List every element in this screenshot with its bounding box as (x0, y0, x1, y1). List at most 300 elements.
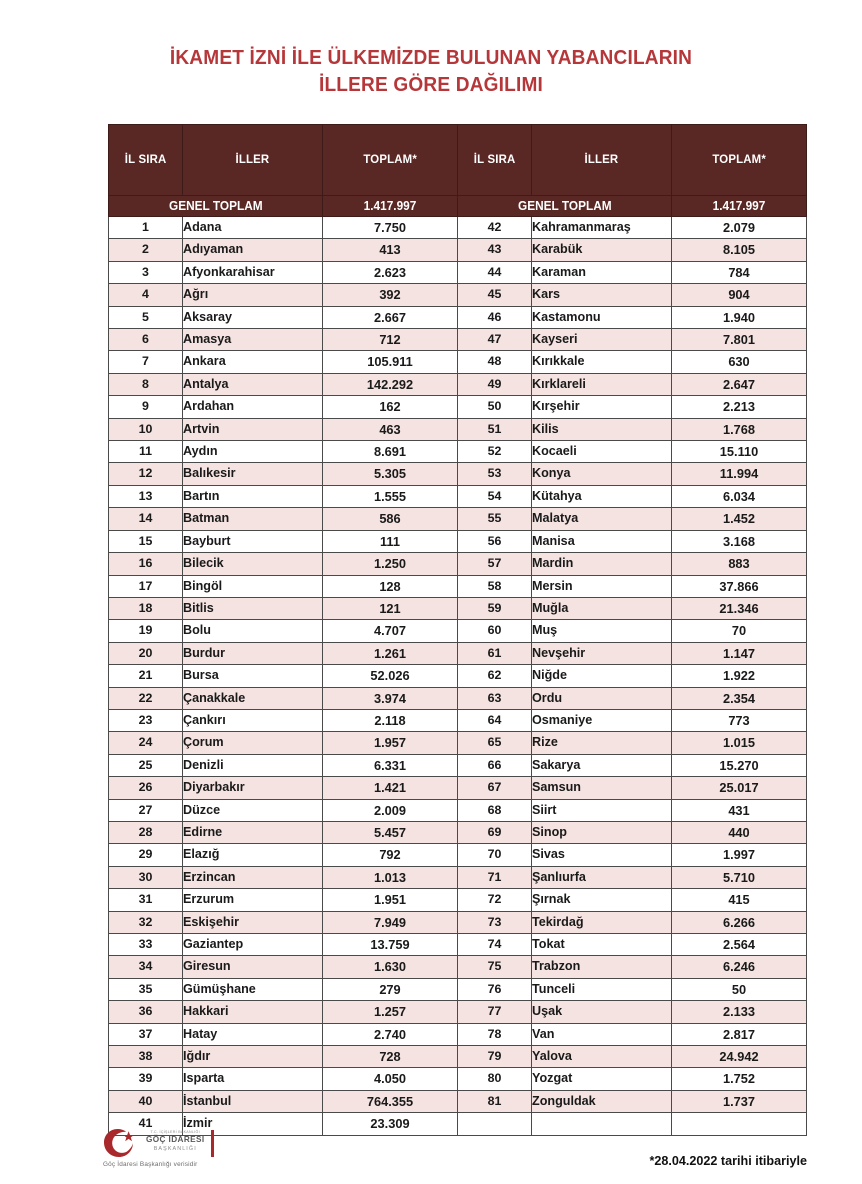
grand-total-row (109, 196, 807, 217)
cell-province: İstanbul (183, 1090, 323, 1112)
cell-rank: 60 (458, 620, 532, 642)
logo-accent-bar (211, 1130, 214, 1157)
cell-rank: 55 (458, 508, 532, 530)
cell-rank: 11 (109, 441, 183, 463)
cell-province: Bingöl (183, 575, 323, 597)
cell-province: Tokat (532, 934, 672, 956)
table-row (109, 642, 807, 664)
table-row (109, 530, 807, 552)
cell-rank: 26 (109, 777, 183, 799)
cell-province: Uşak (532, 1001, 672, 1023)
cell-total: 6.034 (672, 485, 807, 507)
cell-rank: 48 (458, 351, 532, 373)
cell-province: Kırşehir (532, 396, 672, 418)
cell-province: Şırnak (532, 889, 672, 911)
table-row (109, 866, 807, 888)
cell-province: Karaman (532, 261, 672, 283)
cell-province: Afyonkarahisar (183, 261, 323, 283)
table-row (109, 1023, 807, 1045)
table-row (109, 575, 807, 597)
table-row (109, 956, 807, 978)
cell-province: Bitlis (183, 597, 323, 619)
cell-rank: 33 (109, 934, 183, 956)
cell-province: Sakarya (532, 754, 672, 776)
cell-rank: 69 (458, 821, 532, 843)
cell-rank: 20 (109, 642, 183, 664)
column-header-total-left: TOPLAM* (323, 125, 458, 196)
cell-province: Van (532, 1023, 672, 1045)
cell-province: Denizli (183, 754, 323, 776)
cell-total: 5.710 (672, 866, 807, 888)
cell-rank: 18 (109, 597, 183, 619)
cell-rank: 8 (109, 373, 183, 395)
header-row (109, 125, 807, 196)
cell-rank: 7 (109, 351, 183, 373)
cell-province: Kahramanmaraş (532, 217, 672, 239)
cell-province: Antalya (183, 373, 323, 395)
cell-total: 8.105 (672, 239, 807, 261)
cell-rank: 24 (109, 732, 183, 754)
cell-total: 586 (323, 508, 458, 530)
province-residence-permit-table (108, 124, 807, 1136)
table-row (109, 1001, 807, 1023)
cell-province: Rize (532, 732, 672, 754)
cell-rank: 80 (458, 1068, 532, 1090)
crescent-star-icon (103, 1128, 141, 1158)
cell-province: Yozgat (532, 1068, 672, 1090)
cell-total: 1.147 (672, 642, 807, 664)
cell-total: 7.801 (672, 329, 807, 351)
cell-rank: 57 (458, 553, 532, 575)
cell-total: 440 (672, 821, 807, 843)
table-row (109, 1046, 807, 1068)
cell-total: 1.940 (672, 306, 807, 328)
cell-province: Hatay (183, 1023, 323, 1045)
cell-total: 2.133 (672, 1001, 807, 1023)
cell-rank: 4 (109, 284, 183, 306)
cell-province: Tekirdağ (532, 911, 672, 933)
column-header-rank-left: İL SIRA (109, 125, 183, 196)
page-footer (0, 1124, 862, 1184)
cell-province: Eskişehir (183, 911, 323, 933)
table-row (109, 306, 807, 328)
grand-total-value-left: 1.417.997 (323, 196, 458, 217)
cell-province: Bartın (183, 485, 323, 507)
cell-rank: 63 (458, 687, 532, 709)
cell-rank: 76 (458, 978, 532, 1000)
cell-rank: 74 (458, 934, 532, 956)
table-row (109, 754, 807, 776)
column-header-province-right: İLLER (532, 125, 672, 196)
cell-total: 1.015 (672, 732, 807, 754)
cell-province: Ardahan (183, 396, 323, 418)
cell-province: Kırklareli (532, 373, 672, 395)
cell-province: Amasya (183, 329, 323, 351)
cell-total: 2.564 (672, 934, 807, 956)
grand-total-label-left: GENEL TOPLAM (109, 196, 323, 217)
cell-province: İzmir (183, 1113, 323, 1135)
cell-total: 6.246 (672, 956, 807, 978)
cell-province: Mersin (532, 575, 672, 597)
cell-province: Ankara (183, 351, 323, 373)
cell-rank: 36 (109, 1001, 183, 1023)
cell-total: 1.752 (672, 1068, 807, 1090)
cell-province: Aksaray (183, 306, 323, 328)
cell-province: Nevşehir (532, 642, 672, 664)
cell-rank: 23 (109, 709, 183, 731)
cell-rank: 64 (458, 709, 532, 731)
cell-rank: 58 (458, 575, 532, 597)
cell-rank: 30 (109, 866, 183, 888)
cell-total: 1.013 (323, 866, 458, 888)
cell-province: Adıyaman (183, 239, 323, 261)
cell-total: 1.630 (323, 956, 458, 978)
cell-total: 13.759 (323, 934, 458, 956)
table-row (109, 485, 807, 507)
cell-province: Karabük (532, 239, 672, 261)
cell-province: Batman (183, 508, 323, 530)
cell-province: Kastamonu (532, 306, 672, 328)
cell-rank: 43 (458, 239, 532, 261)
cell-total: 904 (672, 284, 807, 306)
cell-province: Kilis (532, 418, 672, 440)
cell-total: 21.346 (672, 597, 807, 619)
cell-rank: 29 (109, 844, 183, 866)
cell-province: Sivas (532, 844, 672, 866)
cell-province: Erzincan (183, 866, 323, 888)
cell-rank: 62 (458, 665, 532, 687)
cell-total: 2.740 (323, 1023, 458, 1045)
cell-total: 162 (323, 396, 458, 418)
cell-province: Diyarbakır (183, 777, 323, 799)
cell-rank: 21 (109, 665, 183, 687)
cell-total: 1.951 (323, 889, 458, 911)
cell-rank: 17 (109, 575, 183, 597)
cell-total: 415 (672, 889, 807, 911)
cell-total: 2.213 (672, 396, 807, 418)
page-title (0, 0, 862, 98)
cell-rank: 52 (458, 441, 532, 463)
cell-province: Artvin (183, 418, 323, 440)
cell-rank: 66 (458, 754, 532, 776)
cell-province: Burdur (183, 642, 323, 664)
logo-line-agency: GÖÇ İDARESİ (146, 1135, 205, 1144)
cell-rank: 27 (109, 799, 183, 821)
cell-total: 50 (672, 978, 807, 1000)
column-header-rank-right: İL SIRA (458, 125, 532, 196)
cell-rank: 10 (109, 418, 183, 440)
cell-rank: 32 (109, 911, 183, 933)
cell-total: 279 (323, 978, 458, 1000)
cell-rank: 34 (109, 956, 183, 978)
cell-rank: 59 (458, 597, 532, 619)
cell-total: 128 (323, 575, 458, 597)
cell-rank: 45 (458, 284, 532, 306)
table-row (109, 441, 807, 463)
cell-total: 1.250 (323, 553, 458, 575)
cell-province: Çankırı (183, 709, 323, 731)
cell-province: Kütahya (532, 485, 672, 507)
cell-rank: 56 (458, 530, 532, 552)
cell-province: Balıkesir (183, 463, 323, 485)
cell-total: 728 (323, 1046, 458, 1068)
cell-rank: 22 (109, 687, 183, 709)
cell-total: 2.667 (323, 306, 458, 328)
cell-province: Gümüşhane (183, 978, 323, 1000)
table-row (109, 889, 807, 911)
cell-rank: 14 (109, 508, 183, 530)
cell-total: 764.355 (323, 1090, 458, 1112)
cell-total: 463 (323, 418, 458, 440)
cell-total: 792 (323, 844, 458, 866)
table-row (109, 597, 807, 619)
cell-total: 1.957 (323, 732, 458, 754)
cell-rank: 37 (109, 1023, 183, 1045)
cell-province: Adana (183, 217, 323, 239)
cell-total: 883 (672, 553, 807, 575)
cell-total: 2.009 (323, 799, 458, 821)
cell-province: Samsun (532, 777, 672, 799)
cell-total: 15.110 (672, 441, 807, 463)
cell-rank: 53 (458, 463, 532, 485)
cell-rank: 79 (458, 1046, 532, 1068)
table-row (109, 799, 807, 821)
cell-total: 8.691 (323, 441, 458, 463)
cell-province: Iğdır (183, 1046, 323, 1068)
cell-rank: 40 (109, 1090, 183, 1112)
table-row (109, 1090, 807, 1112)
cell-rank: 44 (458, 261, 532, 283)
cell-province: Şanlıurfa (532, 866, 672, 888)
table-row (109, 329, 807, 351)
cell-rank: 16 (109, 553, 183, 575)
cell-total: 4.707 (323, 620, 458, 642)
cell-total: 6.266 (672, 911, 807, 933)
table-row (109, 508, 807, 530)
cell-rank: 1 (109, 217, 183, 239)
table-row (109, 553, 807, 575)
cell-province: Kocaeli (532, 441, 672, 463)
logo-caption: Göç İdaresi Başkanlığı verisidir (103, 1161, 198, 1168)
cell-total: 630 (672, 351, 807, 373)
logo-line-ministry: T.C. İÇİŞLERİ BAKANLIĞI (150, 1130, 200, 1134)
cell-rank: 13 (109, 485, 183, 507)
cell-rank: 54 (458, 485, 532, 507)
table-row (109, 978, 807, 1000)
table-row (109, 911, 807, 933)
cell-province: Konya (532, 463, 672, 485)
cell-rank: 51 (458, 418, 532, 440)
cell-province: Osmaniye (532, 709, 672, 731)
cell-rank: 38 (109, 1046, 183, 1068)
cell-rank: 19 (109, 620, 183, 642)
cell-province: Kayseri (532, 329, 672, 351)
cell-province: Tunceli (532, 978, 672, 1000)
cell-total: 1.737 (672, 1090, 807, 1112)
cell-rank: 42 (458, 217, 532, 239)
cell-province: Malatya (532, 508, 672, 530)
cell-province: Edirne (183, 821, 323, 843)
cell-total: 431 (672, 799, 807, 821)
cell-rank: 9 (109, 396, 183, 418)
cell-province: Bolu (183, 620, 323, 642)
cell-rank: 46 (458, 306, 532, 328)
table-row (109, 1068, 807, 1090)
cell-rank: 28 (109, 821, 183, 843)
page-title-line-1: İKAMET İZNİ İLE ÜLKEMİZDE BULUNAN YABANCILARIN (169, 46, 693, 69)
cell-total: 6.331 (323, 754, 458, 776)
cell-total: 3.974 (323, 687, 458, 709)
cell-total: 1.257 (323, 1001, 458, 1023)
cell-rank: 15 (109, 530, 183, 552)
cell-total: 7.949 (323, 911, 458, 933)
cell-total: 413 (323, 239, 458, 261)
cell-province: Muğla (532, 597, 672, 619)
table-row (109, 418, 807, 440)
cell-total: 1.261 (323, 642, 458, 664)
cell-rank: 41 (109, 1113, 183, 1135)
logo-wordmark (146, 1128, 205, 1153)
cell-total: 5.457 (323, 821, 458, 843)
cell-rank: 31 (109, 889, 183, 911)
cell-total: 2.817 (672, 1023, 807, 1045)
cell-province: Aydın (183, 441, 323, 463)
cell-province: Isparta (183, 1068, 323, 1090)
cell-total: 2.079 (672, 217, 807, 239)
cell-total: 2.118 (323, 709, 458, 731)
cell-total: 70 (672, 620, 807, 642)
cell-total: 5.305 (323, 463, 458, 485)
cell-rank: 73 (458, 911, 532, 933)
cell-province: Zonguldak (532, 1090, 672, 1112)
table-row (109, 665, 807, 687)
cell-province: Bursa (183, 665, 323, 687)
table-row (109, 687, 807, 709)
cell-rank: 2 (109, 239, 183, 261)
cell-province: Kars (532, 284, 672, 306)
cell-total: 1.421 (323, 777, 458, 799)
cell-rank: 47 (458, 329, 532, 351)
column-header-province-left: İLLER (183, 125, 323, 196)
table-row (109, 351, 807, 373)
cell-rank: 68 (458, 799, 532, 821)
cell-total: 1.997 (672, 844, 807, 866)
column-header-total-right: TOPLAM* (672, 125, 807, 196)
cell-total: 15.270 (672, 754, 807, 776)
cell-province: Çanakkale (183, 687, 323, 709)
cell-total: 1.922 (672, 665, 807, 687)
table-row (109, 373, 807, 395)
cell-rank: 3 (109, 261, 183, 283)
cell-total: 7.750 (323, 217, 458, 239)
cell-total: 23.309 (323, 1113, 458, 1135)
page-title-line-2: İLLERE GÖRE DAĞILIMI (318, 73, 544, 97)
cell-province: Bilecik (183, 553, 323, 575)
cell-province: Mardin (532, 553, 672, 575)
cell-total: 142.292 (323, 373, 458, 395)
table-row (109, 463, 807, 485)
table-body (109, 217, 807, 1136)
institution-logo (103, 1128, 214, 1158)
grand-total-label-right: GENEL TOPLAM (458, 196, 672, 217)
cell-total: 1.768 (672, 418, 807, 440)
cell-rank: 35 (109, 978, 183, 1000)
cell-province: Siirt (532, 799, 672, 821)
cell-province: Çorum (183, 732, 323, 754)
cell-total: 392 (323, 284, 458, 306)
cell-total: 4.050 (323, 1068, 458, 1090)
cell-province: Ordu (532, 687, 672, 709)
cell-rank: 78 (458, 1023, 532, 1045)
cell-rank: 5 (109, 306, 183, 328)
table-head (109, 125, 807, 217)
table-row (109, 239, 807, 261)
cell-total: 105.911 (323, 351, 458, 373)
cell-total: 2.647 (672, 373, 807, 395)
cell-total: 2.623 (323, 261, 458, 283)
cell-province: Muş (532, 620, 672, 642)
table-row (109, 217, 807, 239)
table-row (109, 732, 807, 754)
cell-rank: 81 (458, 1090, 532, 1112)
statistics-table-container (108, 124, 805, 1136)
cell-province: Giresun (183, 956, 323, 978)
cell-total: 784 (672, 261, 807, 283)
table-row (109, 284, 807, 306)
cell-rank: 50 (458, 396, 532, 418)
table-row (109, 821, 807, 843)
cell-rank: 77 (458, 1001, 532, 1023)
date-footnote: *28.04.2022 tarihi itibariyle (649, 1154, 807, 1168)
cell-rank: 6 (109, 329, 183, 351)
cell-rank: 70 (458, 844, 532, 866)
cell-total: 2.354 (672, 687, 807, 709)
cell-province: Düzce (183, 799, 323, 821)
cell-rank: 72 (458, 889, 532, 911)
cell-province: Erzurum (183, 889, 323, 911)
table-row (109, 709, 807, 731)
cell-province: Hakkari (183, 1001, 323, 1023)
cell-province: Bayburt (183, 530, 323, 552)
cell-total: 3.168 (672, 530, 807, 552)
table-row (109, 261, 807, 283)
cell-total: 1.452 (672, 508, 807, 530)
cell-total: 712 (323, 329, 458, 351)
cell-total: 25.017 (672, 777, 807, 799)
table-row (109, 620, 807, 642)
table-row (109, 934, 807, 956)
cell-rank: 65 (458, 732, 532, 754)
cell-province: Yalova (532, 1046, 672, 1068)
grand-total-value-right: 1.417.997 (672, 196, 807, 217)
cell-total: 11.994 (672, 463, 807, 485)
cell-province: Elazığ (183, 844, 323, 866)
table-row (109, 396, 807, 418)
cell-rank: 61 (458, 642, 532, 664)
cell-rank: 49 (458, 373, 532, 395)
cell-province: Kırıkkale (532, 351, 672, 373)
cell-total: 24.942 (672, 1046, 807, 1068)
cell-rank: 25 (109, 754, 183, 776)
cell-province: Ağrı (183, 284, 323, 306)
cell-total: 1.555 (323, 485, 458, 507)
cell-province: Niğde (532, 665, 672, 687)
cell-rank: 75 (458, 956, 532, 978)
cell-total: 111 (323, 530, 458, 552)
cell-province: Gaziantep (183, 934, 323, 956)
table-row (109, 844, 807, 866)
cell-rank: 12 (109, 463, 183, 485)
